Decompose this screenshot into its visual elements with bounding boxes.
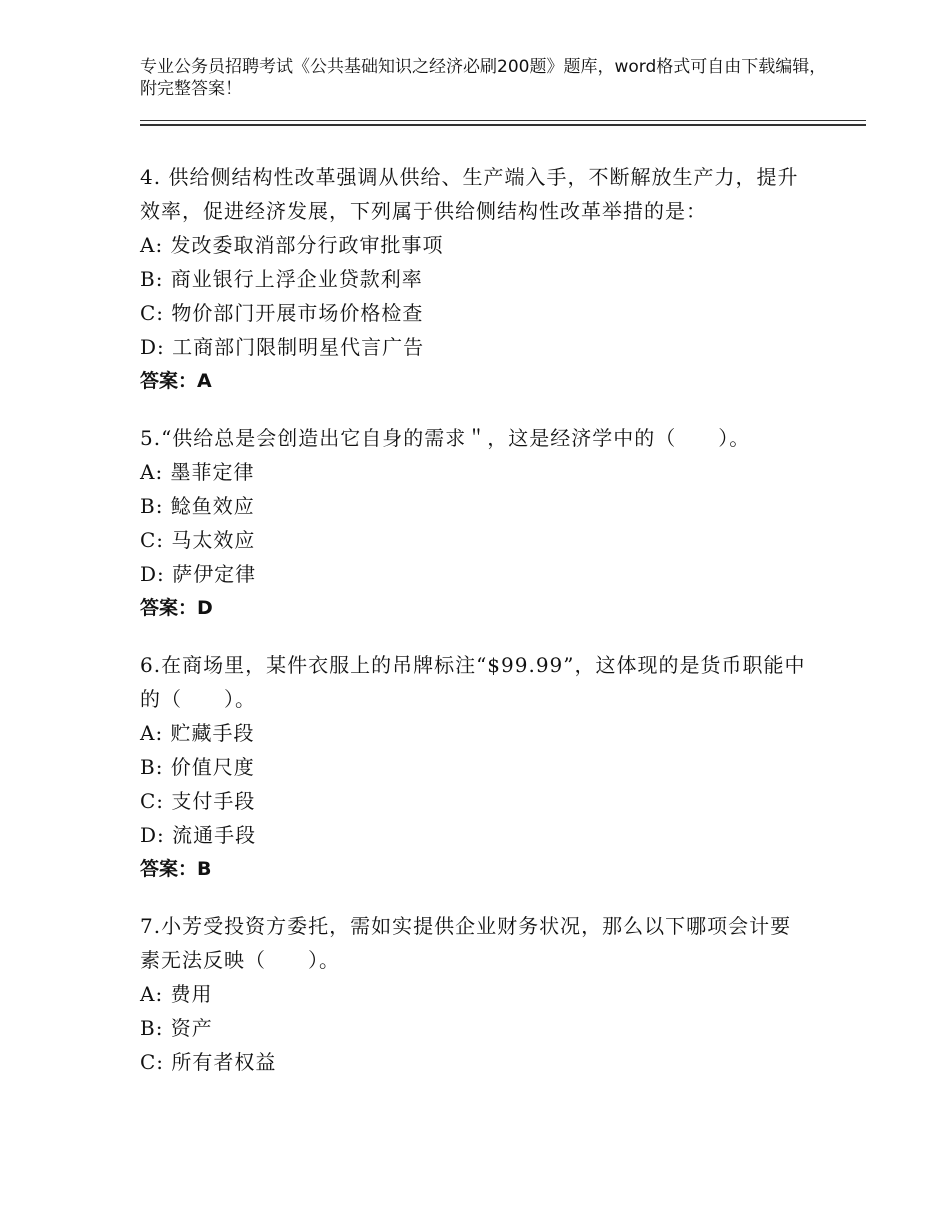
option-d: D: 工商部门限制明星代言广告 bbox=[140, 335, 425, 359]
question-stem: 7.小芳受投资方委托，需如实提供企业财务状况，那么以下哪项会计要素无法反映（ ）。 bbox=[140, 914, 792, 972]
option-c: C: 物价部门开展市场价格检查 bbox=[140, 301, 424, 325]
option-d: D: 流通手段 bbox=[140, 823, 257, 847]
question-7 bbox=[140, 909, 810, 1079]
option-a: A: 发改委取消部分行政审批事项 bbox=[140, 233, 444, 257]
question-stem: 6.在商场里，某件衣服上的吊牌标注“$99.99”，这体现的是货币职能中的（ ）。 bbox=[140, 653, 806, 711]
option-b: B: 资产 bbox=[140, 1016, 213, 1040]
header-text: 专业公务员招聘考试《公共基础知识之经济必刷200题》题库，word格式可自由下载编辑，附完整答案！ bbox=[140, 57, 827, 99]
header-divider-thick bbox=[140, 124, 866, 126]
option-d: D: 萨伊定律 bbox=[140, 562, 257, 586]
option-b: B: 价值尺度 bbox=[140, 755, 255, 779]
document-header bbox=[140, 56, 830, 100]
option-a: A: 墨菲定律 bbox=[140, 460, 255, 484]
question-list bbox=[140, 160, 810, 1102]
option-c: C: 马太效应 bbox=[140, 528, 256, 552]
answer-line: 答案：D bbox=[140, 597, 213, 619]
answer-line: 答案：B bbox=[140, 858, 212, 880]
question-6 bbox=[140, 648, 810, 886]
question-5 bbox=[140, 421, 810, 625]
option-b: B: 商业银行上浮企业贷款利率 bbox=[140, 267, 423, 291]
option-a: A: 贮藏手段 bbox=[140, 721, 255, 745]
question-stem: 5.“供给总是会创造出它自身的需求＂，这是经济学中的（ ）。 bbox=[140, 426, 751, 450]
question-stem: 4. 供给侧结构性改革强调从供给、生产端入手，不断解放生产力，提升效率，促进经济发展，下列属于供给侧结构性改革举措的是： bbox=[140, 165, 799, 223]
option-c: C: 支付手段 bbox=[140, 789, 256, 813]
option-b: B: 鲶鱼效应 bbox=[140, 494, 255, 518]
question-4 bbox=[140, 160, 810, 398]
answer-line: 答案：A bbox=[140, 370, 212, 392]
option-a: A: 费用 bbox=[140, 982, 213, 1006]
option-c: C: 所有者权益 bbox=[140, 1050, 277, 1074]
header-divider-thin bbox=[140, 120, 866, 121]
